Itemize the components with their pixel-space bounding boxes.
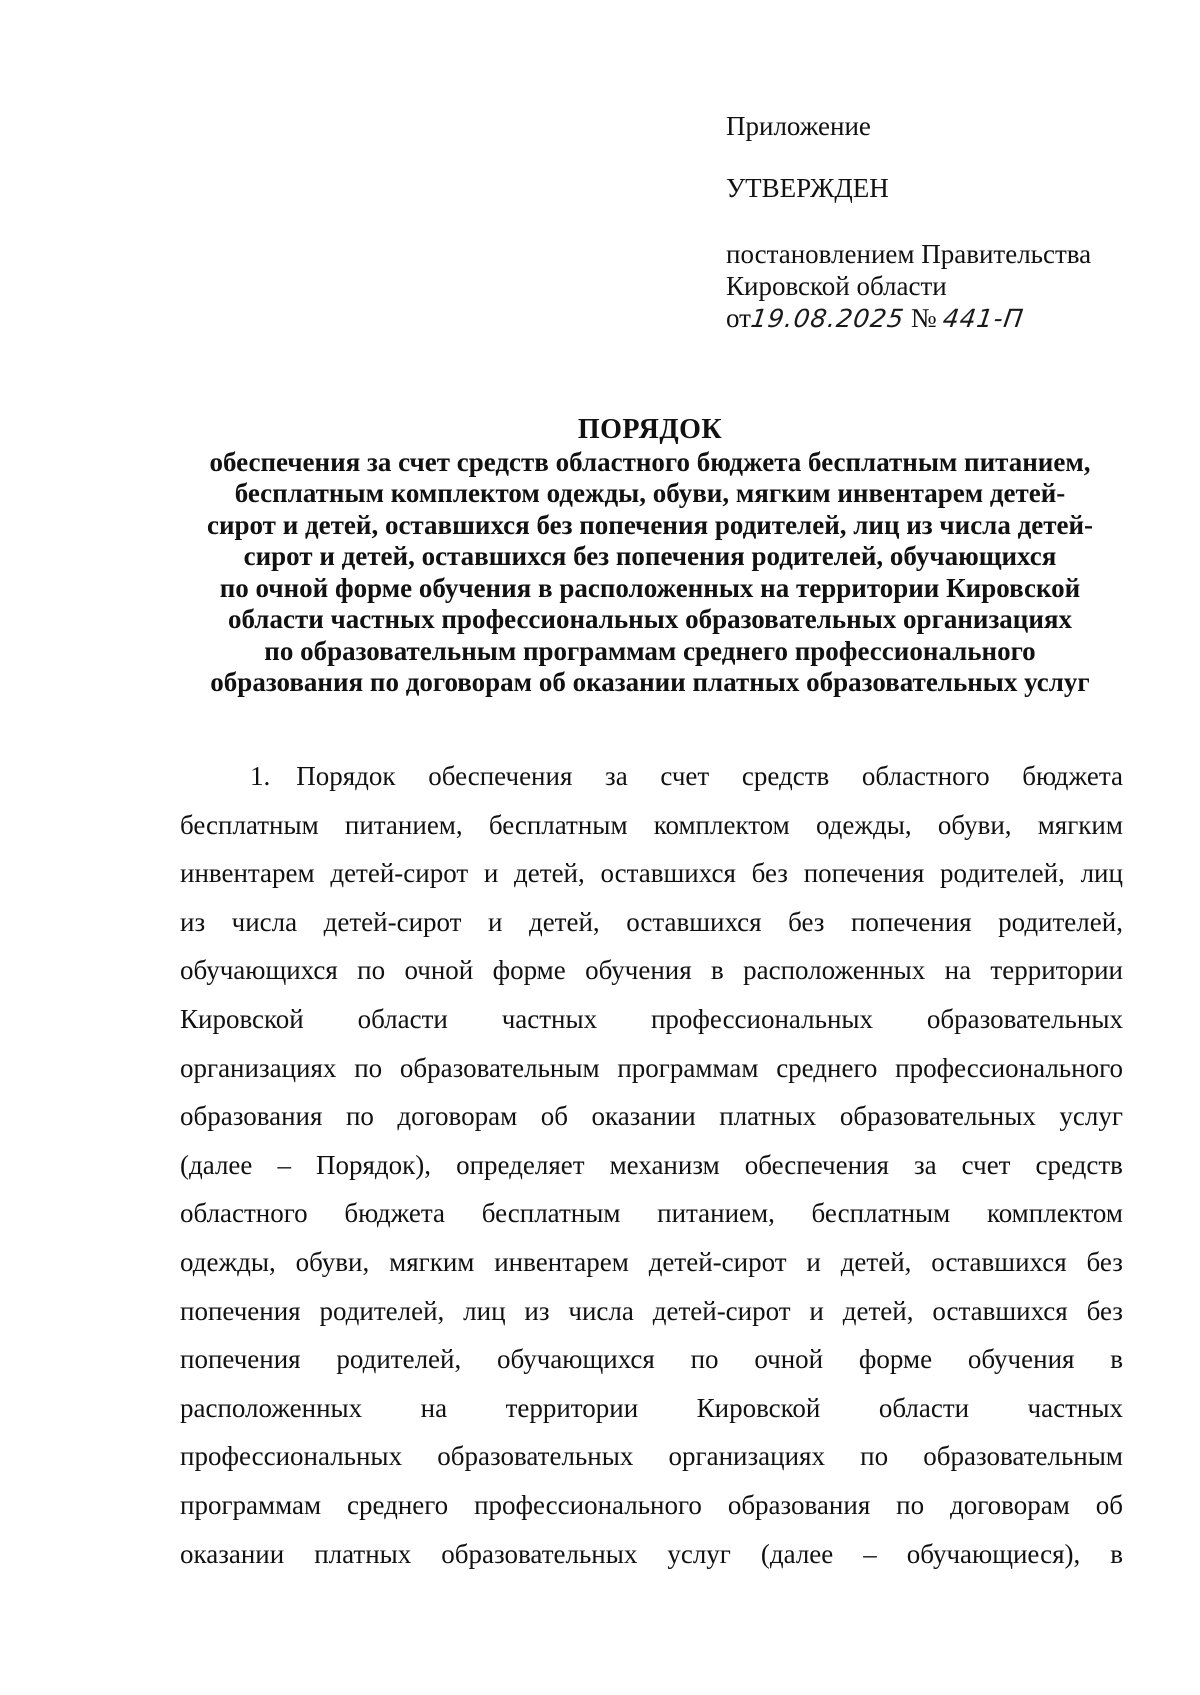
body-word: обучения (585, 955, 692, 986)
body-word: программам (617, 1052, 759, 1083)
body-word: без (751, 858, 788, 889)
body-word: родителей, (319, 1295, 445, 1326)
body-word: форме (492, 955, 566, 986)
body-word: бесплатным (481, 1198, 621, 1229)
title-line: сирот и детей, оставшихся без попечения родителей, лиц из числа детей- (206, 509, 1094, 540)
approved-by-line-1: постановлением Правительства (726, 239, 1092, 269)
body-word: за (913, 1149, 937, 1180)
body-word: детей-сирот (330, 858, 469, 889)
body-word: обуви, (295, 1246, 370, 1277)
body-line (180, 1335, 1123, 1384)
body-word: средств (741, 761, 830, 791)
approval-stamp-block (726, 110, 1166, 335)
body-word: профессиональных (180, 1441, 403, 1472)
body-line (180, 1287, 1123, 1336)
paragraph-1 (180, 752, 1123, 1578)
body-word: родителей, (940, 858, 1065, 889)
body-word: комплектом (986, 1198, 1123, 1229)
body-word: образовательных (926, 1003, 1123, 1034)
title-line: сирот и детей, оставшихся без попечения родителей, обучающихся (243, 541, 1057, 571)
body-word: лиц (1080, 858, 1123, 889)
approved-by-line-2: Кировской области (726, 271, 947, 301)
body-word: форме (858, 1344, 933, 1375)
body-word: – (863, 1538, 877, 1569)
body-word: оставшихся (931, 1246, 1067, 1277)
body-line (180, 1384, 1123, 1433)
title-line: обеспечения за счет средств областного бюджета бесплатным питанием, (209, 446, 1091, 477)
body-word: очной (404, 955, 474, 986)
body-word: Кировской (180, 1003, 304, 1034)
body-word: профессионального (895, 1052, 1123, 1083)
date-prefix: от (726, 303, 751, 333)
appendix-label: Приложение (726, 111, 871, 141)
body-word: на (944, 955, 972, 986)
title-line: области частных профессиональных образовательных организациях (227, 604, 1073, 634)
body-word: оставшихся (600, 858, 736, 889)
body-word: оказании (591, 1101, 696, 1132)
body-word: профессиональных (650, 1003, 874, 1034)
body-word: и (487, 906, 503, 937)
body-word: об (1095, 1489, 1123, 1520)
body-word: попечения (180, 1295, 301, 1326)
body-word: счет (961, 1149, 1011, 1180)
body-word: средств (1035, 1149, 1123, 1180)
body-word: организациях (668, 1441, 825, 1472)
body-word: Порядок (296, 761, 396, 791)
body-word: без (1086, 1295, 1123, 1326)
body-word: в (711, 955, 724, 986)
body-word: частных (501, 1003, 598, 1034)
body-word: среднего (776, 1052, 878, 1083)
body-line (180, 1481, 1123, 1530)
body-line (180, 1432, 1123, 1481)
body-word: образования (180, 1101, 323, 1132)
body-word: питанием, (344, 809, 463, 840)
body-word: детей, (840, 1246, 912, 1277)
body-word: и (809, 1295, 824, 1326)
body-word: расположенных (743, 955, 926, 986)
body-word: обучения (967, 1344, 1075, 1375)
body-word: мягким (389, 1246, 475, 1277)
body-word: обучающиеся), (906, 1538, 1081, 1569)
title-line: бесплатным комплектом одежды, обуви, мягким инвентарем детей- (234, 478, 1066, 508)
body-line (180, 1530, 1123, 1579)
body-word: попечения (850, 906, 972, 937)
body-word: среднего (346, 1489, 449, 1520)
body-word: лиц (463, 1295, 506, 1326)
handwritten-number: 441-П (941, 304, 1027, 333)
body-word: программам (180, 1489, 322, 1520)
body-word: одежды, (815, 809, 912, 840)
body-word: территории (990, 955, 1123, 986)
body-word: оказании (180, 1538, 285, 1569)
body-word: мягким (1037, 809, 1123, 840)
body-word: по (354, 1052, 383, 1083)
body-word: обучающихся (497, 1344, 655, 1375)
body-line (180, 1238, 1123, 1287)
body-word: определяет (456, 1149, 585, 1180)
body-word: образовательных (441, 1538, 638, 1569)
body-word: из (524, 1295, 550, 1326)
body-word: одежды, (180, 1246, 276, 1277)
body-word: образовательных (839, 1101, 1036, 1132)
body-word: образовательных (437, 1441, 634, 1472)
title-line: по очной форме обучения в расположенных на территории Кировской (219, 572, 1081, 603)
body-word: образовательным (399, 1052, 600, 1083)
body-word: в (1110, 1538, 1123, 1569)
body-word: области (878, 1392, 970, 1423)
body-word: инвентарем (180, 858, 315, 889)
body-word: платных (719, 1101, 817, 1132)
body-word: областного (861, 761, 990, 791)
body-word: по (690, 1344, 719, 1375)
document-title: ПОРЯДОК (577, 414, 723, 445)
body-word: бесплатным (180, 809, 319, 840)
body-line (180, 801, 1123, 850)
body-word: комплектом (653, 809, 790, 840)
item-number: 1. (250, 761, 271, 791)
body-word: родителей, (998, 906, 1123, 937)
body-word: профессионального (474, 1489, 702, 1520)
body-word: Кировской (696, 1392, 821, 1423)
body-word: обучающихся (180, 955, 338, 986)
body-word: области (357, 1003, 448, 1034)
body-word: числа (231, 906, 298, 937)
body-line (180, 1141, 1123, 1190)
body-word: механизм (609, 1149, 720, 1180)
body-word: и (806, 1246, 821, 1277)
body-word: услуг (667, 1538, 731, 1569)
body-word: обеспечения (428, 761, 573, 791)
body-word: обуви, (937, 809, 1012, 840)
body-word: по (896, 1489, 925, 1520)
body-word: организациях (180, 1052, 337, 1083)
body-word: обеспечения (744, 1149, 889, 1180)
body-word: услуг (1059, 1101, 1123, 1132)
body-word: платных (314, 1538, 412, 1569)
body-line (180, 995, 1123, 1044)
body-word: образовательным (923, 1441, 1123, 1472)
body-word: областного (180, 1198, 308, 1229)
body-word: бюджета (1022, 761, 1123, 791)
body-word: бюджета (344, 1198, 446, 1229)
body-word: без (788, 906, 825, 937)
body-word: договорам (397, 1101, 518, 1132)
body-word: на (420, 1392, 448, 1423)
first-line-words (296, 752, 1123, 801)
body-word: числа (568, 1295, 634, 1326)
body-word: по (860, 1441, 889, 1472)
body-line (180, 1189, 1123, 1238)
body-word: образования (727, 1489, 871, 1520)
body-word: детей, (842, 1295, 914, 1326)
body-word: бесплатным (488, 809, 628, 840)
body-word: счет (660, 761, 710, 791)
body-line (180, 1092, 1123, 1141)
body-word: по (357, 955, 386, 986)
body-word: (далее (760, 1538, 834, 1569)
body-line (180, 898, 1123, 947)
body-word: очной (754, 1344, 824, 1375)
body-word: – (277, 1149, 291, 1180)
body-line (180, 946, 1123, 995)
body-word: детей, (528, 906, 600, 937)
body-word: по (345, 1101, 374, 1132)
body-word: Порядок), (316, 1149, 432, 1180)
body-word: попечения (180, 1344, 301, 1375)
approved-label: УТВЕРЖДЕН (726, 173, 889, 203)
body-word: оставшихся (932, 1295, 1068, 1326)
body-word: детей, (514, 858, 585, 889)
body-word: попечения (803, 858, 925, 889)
body-word: питанием, (657, 1198, 775, 1229)
body-word: без (1086, 1246, 1123, 1277)
body-word: частных (1027, 1392, 1123, 1423)
body-word: детей-сирот (323, 906, 462, 937)
approval-date-number-line (726, 302, 1166, 335)
body-word: детей-сирот (648, 1246, 787, 1277)
body-word: территории (505, 1392, 639, 1423)
body-word: в (1110, 1344, 1123, 1375)
body-line (180, 1044, 1123, 1093)
body-word: родителей, (336, 1344, 462, 1375)
body-word: из (180, 906, 206, 937)
body-word: инвентарем (494, 1246, 629, 1277)
title-line: образования по договорам об оказании платных образовательных услуг (210, 667, 1090, 697)
body-word: за (605, 761, 628, 791)
body-word: договорам (950, 1489, 1070, 1520)
body-word: оставшихся (626, 906, 762, 937)
body-word: бесплатным (811, 1198, 951, 1229)
body-word: и (483, 858, 499, 889)
body-word: об (540, 1101, 568, 1132)
number-prefix: № (910, 303, 937, 333)
document-title-block (150, 414, 1150, 699)
body-word: расположенных (180, 1392, 363, 1423)
body-word: детей-сирот (652, 1295, 791, 1326)
body-word: (далее (180, 1149, 253, 1180)
body-line (180, 752, 1123, 801)
body-line (180, 849, 1123, 898)
handwritten-date: 19.08.2025 (748, 304, 907, 333)
title-line: по образовательным программам среднего профессионального (264, 635, 1036, 666)
